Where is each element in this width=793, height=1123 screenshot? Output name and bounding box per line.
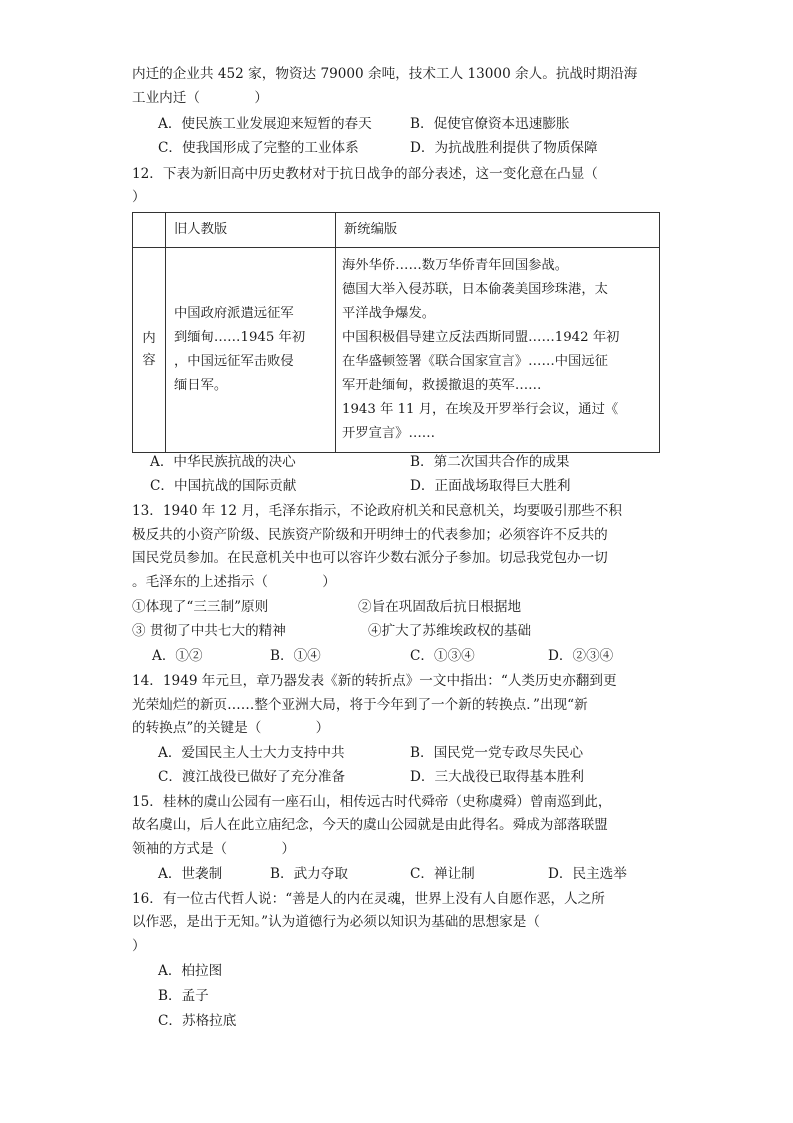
q13-statement-1: ①体现了“三三制”原则 <box>132 599 269 615</box>
q14-stem-line: 的转换点”的关键是（ ） <box>132 720 330 736</box>
q11-option-a[interactable]: A．使民族工业发展迎来短暂的春天 <box>158 116 372 132</box>
q14-stem-line: 光荣灿烂的新页……整个亚洲大局，将于今年到了一个新的转换点．”出现“新 <box>132 697 588 713</box>
q15-option-a[interactable]: A．世袭制 <box>158 866 223 882</box>
q14-option-b[interactable]: B．国民党一党专政尽失民心 <box>410 745 584 761</box>
q13-statement-3: ③ 贯彻了中共七大的精神 <box>132 623 286 639</box>
header-old-edition <box>166 213 336 248</box>
q15-stem-line: 15．桂林的虞山公园有一座石山，相传远古时代舜帝（史称虞舜）曾南巡到此， <box>132 794 612 810</box>
old-content-line: 到缅甸……1945 年初 <box>174 330 306 345</box>
old-edition-content <box>166 248 336 453</box>
q16-stem-line: 以作恶，是出于无知。”认为道德行为必须以知识为基础的思想家是（ <box>132 914 540 930</box>
q15-option-b[interactable]: B．武力夺取 <box>270 866 348 882</box>
q15-option-d[interactable]: D．民主选举 <box>548 866 627 882</box>
q16-option-b[interactable]: B．孟子 <box>158 988 209 1004</box>
q11-option-c[interactable]: C．使我国形成了完整的工业体系 <box>158 140 359 156</box>
q12-option-a[interactable]: A．中华民族抗战的决心 <box>150 454 296 470</box>
q12-option-c[interactable]: C．中国抗战的国际贡献 <box>150 478 297 494</box>
q11-option-b[interactable]: B．促使官僚资本迅速膨胀 <box>410 116 570 132</box>
q13-stem-line: 。毛泽东的上述指示（ ） <box>132 574 336 590</box>
q13-option-c[interactable]: C．①③④ <box>410 648 475 664</box>
q11-option-d[interactable]: D．为抗战胜利提供了物质保障 <box>410 140 598 156</box>
old-content-line: 缅日军。 <box>174 378 228 393</box>
old-content-line: 中国政府派遣远征军 <box>174 306 294 321</box>
new-content-line: 平洋战争爆发。 <box>342 306 436 321</box>
q16-option-a[interactable]: A．柏拉图 <box>158 963 223 979</box>
new-content-line: 中国积极倡导建立反法西斯同盟……1942 年初 <box>342 330 620 345</box>
q12-option-b[interactable]: B．第二次国共合作的成果 <box>410 454 570 470</box>
new-content-line: 海外华侨……数万华侨青年回国参战。 <box>342 258 569 273</box>
header-old-label: 旧人教版 <box>174 222 228 237</box>
header-new-label: 新统编版 <box>344 222 398 237</box>
old-content-line: ，中国远征军击败侵 <box>174 354 294 369</box>
q13-stem-line: 极反共的小资产阶级、民族资产阶级和开明绅士的代表参加；必须容许不反共的 <box>132 527 608 543</box>
q13-option-b[interactable]: B．①④ <box>270 648 321 664</box>
new-content-line: 开罗宣言》…… <box>342 426 436 441</box>
row-label-char: 内 <box>142 331 156 346</box>
q12-stem-line: 12．下表为新旧高中历史教材对于抗日战争的部分表述，这一变化意在凸显（ <box>132 166 598 182</box>
row-label-char: 容 <box>142 353 156 368</box>
textbook-comparison-table <box>132 212 660 453</box>
new-edition-content <box>336 248 660 453</box>
q15-stem-line: 故名虞山，后人在此立庙纪念，今天的虞山公园就是由此得名。舜成为部落联盟 <box>132 817 608 833</box>
q12-stem-line: ） <box>132 189 146 205</box>
q14-option-c[interactable]: C．渡江战役已做好了充分准备 <box>158 769 346 785</box>
table-corner-cell <box>133 213 166 248</box>
q13-stem-line: 国民党员参加。在民意机关中也可以容许少数右派分子参加。切忌我党包办一切 <box>132 550 608 566</box>
q12-option-d[interactable]: D．正面战场取得巨大胜利 <box>410 478 571 494</box>
q16-stem-line: ） <box>132 938 146 954</box>
q15-stem-line: 领袖的方式是（ ） <box>132 841 296 857</box>
table-content-row <box>133 248 660 453</box>
row-label-content <box>133 248 166 453</box>
q15-option-c[interactable]: C．禅让制 <box>410 866 475 882</box>
q16-option-c[interactable]: C．苏格拉底 <box>158 1013 237 1029</box>
q14-option-a[interactable]: A．爱国民主人士大力支持中共 <box>158 745 345 761</box>
q13-statement-2: ②旨在巩固敌后抗日根据地 <box>358 599 522 615</box>
q11-stem-line: 内迁的企业共 452 家，物资达 79000 余吨，技术工人 13000 余人。抗战时期沿海 <box>132 66 638 82</box>
q13-stem-line: 13．1940 年 12 月，毛泽东指示，不论政府机关和民意机关，均要吸引那些不积 <box>132 503 622 519</box>
q16-stem-line: 16．有一位古代哲人说：“善是人的内在灵魂，世界上没有人自愿作恶，人之所 <box>132 891 605 907</box>
q13-option-d[interactable]: D．②③④ <box>548 648 614 664</box>
new-content-line: 1943 年 11 月，在埃及开罗举行会议，通过《 <box>342 402 619 417</box>
new-content-line: 德国大举入侵苏联，日本偷袭美国珍珠港，太 <box>342 282 608 297</box>
q14-stem-line: 14．1949 年元旦，章乃器发表《新的转折点》一文中指出：“人类历史亦翻到更 <box>132 673 617 689</box>
new-content-line: 军开赴缅甸，救援撤退的英军…… <box>342 378 542 393</box>
q11-stem-line: 工业内迁（ ） <box>132 90 268 106</box>
q13-option-a[interactable]: A．①② <box>152 648 203 664</box>
q14-option-d[interactable]: D．三大战役已取得基本胜利 <box>410 769 585 785</box>
new-content-line: 在华盛顿签署《联合国家宣言》……中国远征 <box>342 354 608 369</box>
header-new-edition <box>336 213 660 248</box>
q13-statement-4: ④扩大了苏维埃政权的基础 <box>368 623 532 639</box>
table-header-row <box>133 213 660 248</box>
